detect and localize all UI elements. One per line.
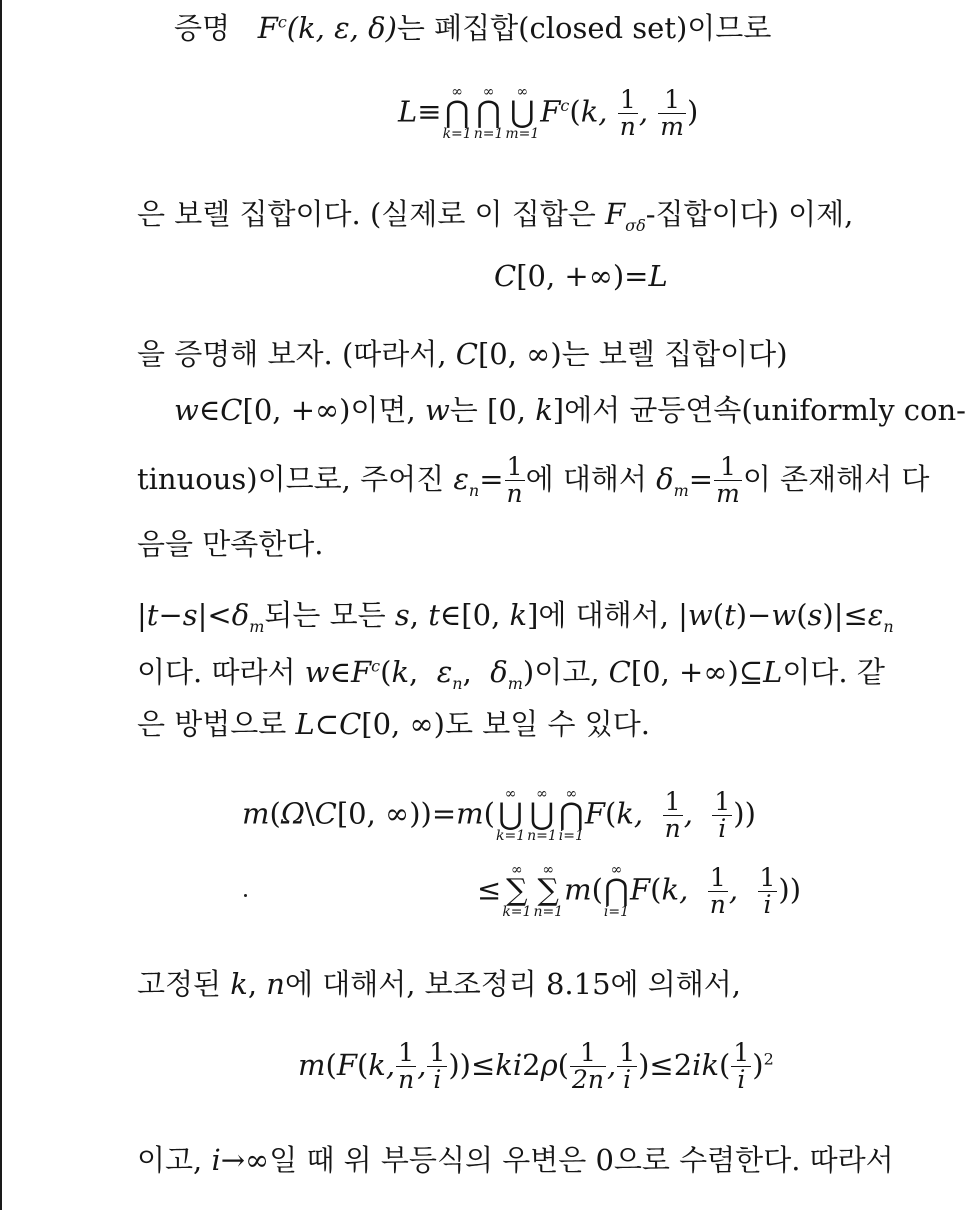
proof-label: 증명 [174, 11, 231, 45]
text-line-10: 이다. 따라서 $w\in F^c(k$, $\varepsilon_n$, $\delta_m$)이고, C[0, +∞)⊆L이다. 같 [137, 655, 885, 693]
text-line-14: 고정된 k, n에 대해서, 보조정리 8.15에 의해서, [137, 967, 742, 1001]
text-line-1: 증명 $F^c(k$, ε, δ)는 폐집합(closed set)이므로 [174, 11, 772, 45]
equation-measure-line-2: ≤ ∞ ∑ k=1 ∞ ∑ n=1 m( ∞ ⋂ i=1 F(k, $\frac{1}{n}$ , $\frac{1}{i}$ )) [477, 862, 802, 920]
equation-C-equals-L: C[0, +∞)=L [494, 259, 668, 293]
text-line-3: 은 보렐 집합이다. (실제로 이 집합은 $F_{\sigma\delta}-$집합이다) 이제, [137, 197, 854, 235]
stray-dot [244, 894, 247, 897]
text-line-11: 은 방법으로 L⊂C[0, ∞)도 보일 수 있다. [137, 707, 650, 741]
math-F-set: $F^c(k$, ε, δ) [257, 11, 397, 45]
text-line-5: 을 증명해 보자. (따라서, C[0, ∞)는 보렐 집합이다) [137, 337, 788, 371]
text-line-16: 이고, i→∞일 때 위 부등식의 우변은 0으로 수렴한다. 따라서 [137, 1143, 894, 1177]
text-line-8: 음을 만족한다. [137, 527, 324, 561]
text-line-7: tinuous)이므로, 주어진 $\varepsilon_n=$ $\frac{1}{n}$ 에 대해서 $\delta_m=$ $\frac{1}{m}$ 이 존재해서 다 [137, 452, 930, 509]
equation-bound: m(F(k, $\frac{1}{n}$ , $\frac{1}{i}$ ))≤ki2ρ( $\frac{1}{2n}$ , $\frac{1}{i}$ )≤2ik( $\frac{1}{i}$ )$^2$ [298, 1038, 774, 1095]
equation-measure-line-1: m(Ω\C[0, ∞))=m( ∞ ⋃ k=1 ∞ ⋃ n=1 ∞ ⋂ i=1 F(k, $\frac{1}{n}$ , $\frac{1}{i}$ )) [242, 786, 756, 844]
left-page-edge [0, 0, 2, 1210]
equation-L-definition: L≡ ∞ ⋂ k=1 ∞ ⋂ n=1 ∞ ⋃ m=1 $F^c(k$, $\frac{1}{n}$ , $\frac{1}{m}$ ) [398, 84, 699, 142]
text-line-9: $|t-s|<\delta_m$되는 모든 s, t∈[0, k]에 대해서, $|w(t)-w(s)|\le\varepsilon_n$ [137, 598, 894, 636]
text-line-6: w∈C[0, +∞)이면, w는 [0, k]에서 균등연속(uniformly con- [174, 393, 966, 427]
